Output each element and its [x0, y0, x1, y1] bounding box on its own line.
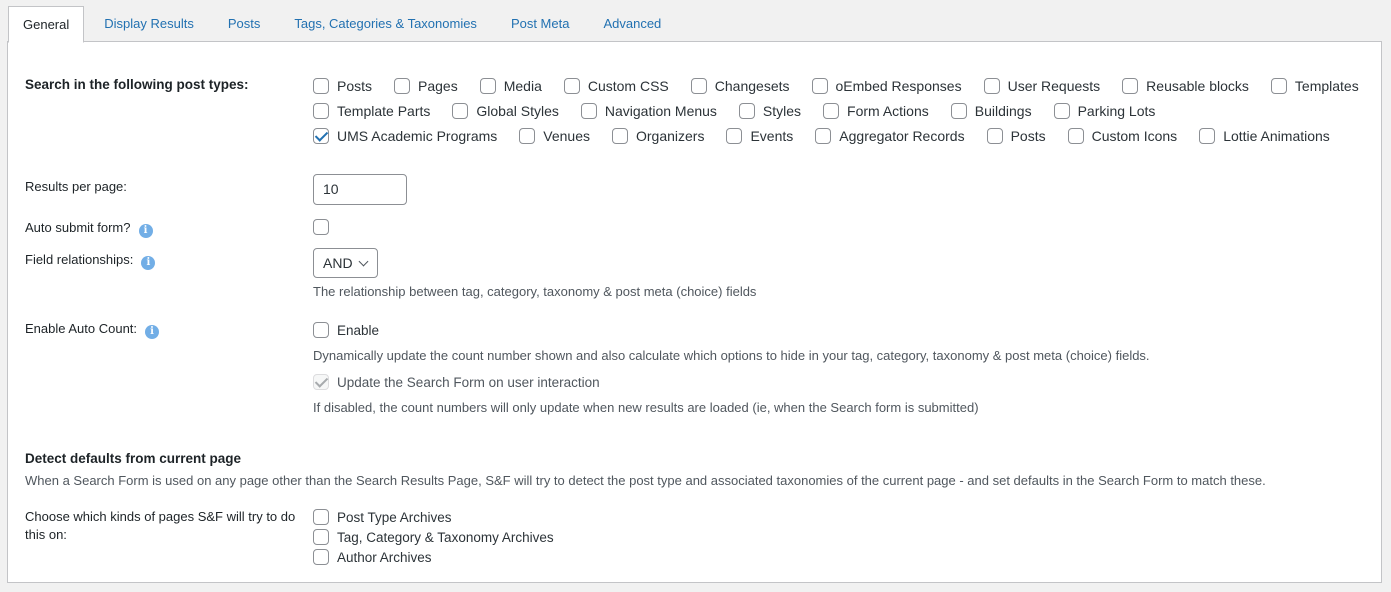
author-archives-label: Author Archives	[337, 549, 432, 565]
post-type-option[interactable]	[1199, 128, 1330, 144]
post-type-checkbox[interactable]	[823, 103, 839, 119]
post-type-label: Pages	[418, 78, 458, 94]
update-on-interaction	[313, 374, 600, 390]
post-type-option[interactable]	[480, 78, 542, 94]
post-type-label: Lottie Animations	[1223, 128, 1330, 144]
general-settings-panel	[7, 41, 1382, 583]
post-type-label: Posts	[1010, 128, 1046, 144]
auto-submit-label: Auto submit form?	[25, 220, 131, 235]
auto-count-enable[interactable]	[313, 322, 379, 338]
post-type-label: Buildings	[974, 103, 1032, 119]
update-on-interaction-label: Update the Search Form on user interaction	[337, 374, 600, 390]
field-relationships-value: AND	[323, 255, 353, 271]
post-type-checkbox[interactable]	[1068, 128, 1084, 144]
post-type-option[interactable]	[313, 128, 497, 144]
post-type-checkbox[interactable]	[394, 78, 410, 94]
detect-defaults-heading: Detect defaults from current page	[25, 451, 242, 466]
tab-general[interactable]: General	[8, 6, 84, 43]
post-type-checkbox[interactable]	[691, 78, 707, 94]
post-type-label: Reusable blocks	[1146, 78, 1249, 94]
post-type-checkbox[interactable]	[313, 103, 329, 119]
post-type-option[interactable]	[987, 128, 1046, 144]
post-type-option[interactable]	[313, 103, 430, 119]
auto-submit-label-row	[25, 220, 153, 238]
post-type-checkbox[interactable]	[1271, 78, 1287, 94]
post-type-option[interactable]	[581, 103, 717, 119]
post-type-checkbox[interactable]	[1054, 103, 1070, 119]
post-type-label: Template Parts	[337, 103, 431, 119]
post-type-option[interactable]	[394, 78, 458, 94]
option-post-type-archives[interactable]	[313, 509, 452, 525]
post-type-label: Organizers	[636, 128, 705, 144]
update-on-interaction-description: If disabled, the count numbers will only update when new results are loaded (ie, when the Search form is submitted)	[313, 400, 979, 415]
post-type-option[interactable]	[1054, 103, 1156, 119]
tab-display-results[interactable]: Display Results	[104, 16, 194, 31]
post-type-label: Navigation Menus	[604, 103, 717, 119]
tab-post-meta[interactable]: Post Meta	[510, 16, 570, 31]
post-type-option[interactable]	[726, 128, 793, 144]
choose-pages-label-line2: this on:	[25, 527, 67, 542]
field-relationships-select[interactable]	[313, 248, 378, 278]
post-type-label: Events	[750, 128, 794, 144]
results-per-page-input[interactable]: 10	[313, 174, 407, 205]
settings-tabs	[8, 6, 681, 42]
field-relationships-label-row	[25, 252, 155, 270]
post-type-label: Custom Icons	[1091, 128, 1178, 144]
post-type-label: Styles	[762, 103, 802, 119]
post-type-checkbox[interactable]	[739, 103, 755, 119]
post-type-checkbox[interactable]	[1122, 78, 1138, 94]
post-types-row-2	[313, 103, 1177, 119]
info-icon[interactable]: i	[141, 256, 155, 270]
post-types-label: Search in the following post types:	[25, 77, 249, 92]
post-type-archives-label: Post Type Archives	[337, 509, 452, 525]
post-types-row-3	[313, 128, 1352, 144]
post-type-option[interactable]	[823, 103, 929, 119]
post-type-checkbox[interactable]	[313, 78, 329, 94]
update-on-interaction-checkbox	[313, 374, 329, 390]
post-type-option[interactable]	[564, 78, 669, 94]
post-type-option[interactable]	[984, 78, 1101, 94]
post-type-option[interactable]	[951, 103, 1032, 119]
taxonomy-archives-label: Tag, Category & Taxonomy Archives	[337, 529, 554, 545]
post-type-checkbox[interactable]	[726, 128, 742, 144]
post-type-label: Aggregator Records	[839, 128, 965, 144]
auto-count-label: Enable Auto Count:	[25, 321, 138, 336]
post-type-option[interactable]	[1122, 78, 1249, 94]
taxonomy-archives-checkbox[interactable]	[313, 529, 329, 545]
post-type-option[interactable]	[1271, 78, 1359, 94]
post-type-label: Custom CSS	[587, 78, 669, 94]
post-type-option[interactable]	[612, 128, 704, 144]
post-type-option[interactable]	[1068, 128, 1178, 144]
post-type-checkbox[interactable]	[984, 78, 1000, 94]
post-type-option[interactable]	[691, 78, 790, 94]
post-type-option[interactable]	[815, 128, 964, 144]
post-type-checkbox[interactable]	[564, 78, 580, 94]
info-icon[interactable]: i	[145, 325, 159, 339]
post-type-checkbox[interactable]	[951, 103, 967, 119]
post-type-checkbox[interactable]	[519, 128, 535, 144]
auto-submit-field	[313, 219, 337, 235]
post-type-label: User Requests	[1007, 78, 1101, 94]
field-relationships-label: Field relationships:	[25, 252, 134, 267]
auto-count-label-row	[25, 321, 159, 339]
post-type-label: Changesets	[714, 78, 790, 94]
field-relationships-description: The relationship between tag, category, taxonomy & post meta (choice) fields	[313, 284, 757, 299]
post-type-checkbox[interactable]	[812, 78, 828, 94]
post-type-archives-checkbox[interactable]	[313, 509, 329, 525]
post-type-label: UMS Academic Programs	[337, 128, 498, 144]
post-type-label: Posts	[337, 78, 373, 94]
post-type-checkbox[interactable]	[612, 128, 628, 144]
tab-advanced[interactable]: Advanced	[603, 16, 662, 31]
tab-taxonomies[interactable]: Tags, Categories & Taxonomies	[294, 16, 477, 31]
auto-count-description: Dynamically update the count number shown and also calculate which options to hide in your tag, category, taxonomy & post meta (choice) fields.	[313, 348, 1150, 363]
post-type-label: Global Styles	[476, 103, 559, 119]
post-type-label: oEmbed Responses	[835, 78, 962, 94]
results-per-page-label: Results per page:	[25, 179, 127, 194]
option-taxonomy-archives[interactable]	[313, 529, 554, 545]
post-type-option[interactable]	[519, 128, 590, 144]
chevron-down-icon	[359, 257, 369, 267]
tab-posts[interactable]: Posts	[227, 16, 261, 31]
post-type-label: Media	[503, 78, 542, 94]
choose-pages-label-line1: Choose which kinds of pages S&F will try to do	[25, 509, 296, 524]
auto-count-enable-checkbox[interactable]	[313, 322, 329, 338]
choose-pages-label	[25, 508, 295, 544]
post-type-checkbox[interactable]	[581, 103, 597, 119]
post-type-option[interactable]	[812, 78, 962, 94]
post-type-checkbox[interactable]	[987, 128, 1003, 144]
post-type-option[interactable]	[313, 78, 372, 94]
post-type-checkbox[interactable]	[815, 128, 831, 144]
info-icon[interactable]: i	[139, 224, 153, 238]
author-archives-checkbox[interactable]	[313, 549, 329, 565]
option-author-archives[interactable]	[313, 549, 432, 565]
post-type-label: Form Actions	[847, 103, 929, 119]
post-type-label: Templates	[1294, 78, 1359, 94]
post-types-row-1	[313, 78, 1381, 94]
post-type-checkbox[interactable]	[1199, 128, 1215, 144]
post-type-label: Venues	[543, 128, 590, 144]
post-type-label: Parking Lots	[1077, 103, 1156, 119]
post-type-checkbox[interactable]	[313, 128, 329, 144]
auto-count-enable-label: Enable	[337, 322, 380, 338]
detect-defaults-description: When a Search Form is used on any page other than the Search Results Page, S&F will try to detect the post type and associated taxonomies of the current page - and set defaults in the Search Form to match these.	[25, 473, 1266, 488]
auto-submit-checkbox[interactable]	[313, 219, 329, 235]
post-type-option[interactable]	[739, 103, 801, 119]
post-type-checkbox[interactable]	[480, 78, 496, 94]
post-type-option[interactable]	[452, 103, 558, 119]
post-type-checkbox[interactable]	[452, 103, 468, 119]
